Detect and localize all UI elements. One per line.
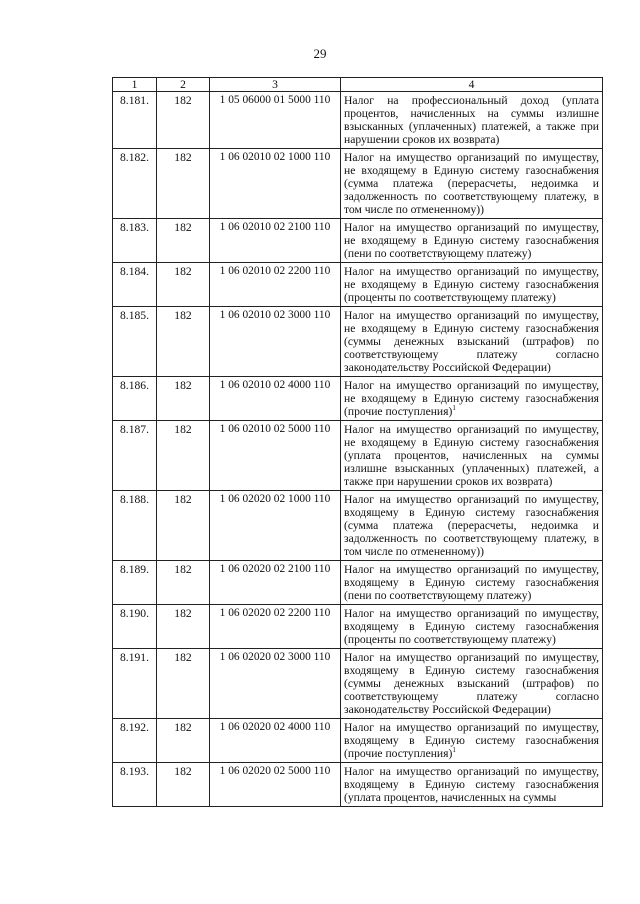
table-row xyxy=(113,763,603,807)
income-description xyxy=(341,719,603,763)
income-description xyxy=(341,491,603,561)
table-row xyxy=(113,719,603,763)
budget-classification-code: 1 06 02020 02 5000 110 xyxy=(210,763,341,807)
row-number: 8.185. xyxy=(113,307,157,377)
admin-code: 182 xyxy=(157,377,210,421)
description-text: Налог на имущество организаций по имуществу, входящему в Единую систему газоснабжения (сумма платежа (перерасчеты, недоимка и задолженность по соответствующему платежу, в том числе по отмененному)) xyxy=(344,493,599,558)
description-text: Налог на имущество организаций по имуществу, входящему в Единую систему газоснабжения (прочие поступления) xyxy=(344,721,599,760)
table-row xyxy=(113,263,603,307)
footnote-marker: 1 xyxy=(452,404,456,413)
budget-classification-code: 1 06 02010 02 2100 110 xyxy=(210,219,341,263)
row-number: 8.183. xyxy=(113,219,157,263)
admin-code: 182 xyxy=(157,491,210,561)
admin-code: 182 xyxy=(157,307,210,377)
admin-code: 182 xyxy=(157,649,210,719)
budget-classification-code: 1 06 02010 02 4000 110 xyxy=(210,377,341,421)
budget-classification-code: 1 06 02010 02 1000 110 xyxy=(210,149,341,219)
description-text: Налог на имущество организаций по имуществу, не входящему в Единую систему газоснабжения (сумма платежа (перерасчеты, недоимка и задолженность по соответствующему платежу, в том числе по отмененному)) xyxy=(344,151,599,216)
table-row xyxy=(113,377,603,421)
description-text: Налог на имущество организаций по имуществу, не входящему в Единую систему газоснабжения (прочие поступления) xyxy=(344,379,599,418)
budget-classification-code: 1 06 02020 02 2200 110 xyxy=(210,605,341,649)
description-text: Налог на имущество организаций по имуществу, входящему в Единую систему газоснабжения (суммы денежных взысканий (штрафов) по соответствующему платежу согласно законодательству Российской Федерации) xyxy=(344,651,599,716)
income-description xyxy=(341,307,603,377)
table-row xyxy=(113,92,603,149)
budget-classification-code: 1 05 06000 01 5000 110 xyxy=(210,92,341,149)
income-description xyxy=(341,605,603,649)
footnote-marker: 1 xyxy=(452,746,456,755)
description-text: Налог на имущество организаций по имуществу, не входящему в Единую систему газоснабжения (пени по соответствующему платежу) xyxy=(344,221,599,260)
income-description xyxy=(341,263,603,307)
description-text: Налог на имущество организаций по имуществу, не входящему в Единую систему газоснабжения (уплата процентов, начисленных на суммы излишне взысканных (уплаченных) платежей, а также при нарушении сроков их возврата) xyxy=(344,423,599,488)
admin-code: 182 xyxy=(157,92,210,149)
description-text: Налог на имущество организаций по имуществу, входящему в Единую систему газоснабжения (проценты по соответствующему платежу) xyxy=(344,607,599,646)
admin-code: 182 xyxy=(157,263,210,307)
income-description xyxy=(341,219,603,263)
row-number: 8.189. xyxy=(113,561,157,605)
row-number: 8.186. xyxy=(113,377,157,421)
admin-code: 182 xyxy=(157,763,210,807)
row-number: 8.191. xyxy=(113,649,157,719)
income-description xyxy=(341,377,603,421)
description-text: Налог на имущество организаций по имуществу, не входящему в Единую систему газоснабжения (проценты по соответствующему платежу) xyxy=(344,265,599,304)
row-number: 8.182. xyxy=(113,149,157,219)
column-header: 4 xyxy=(341,78,603,92)
income-description xyxy=(341,763,603,807)
description-text: Налог на имущество организаций по имуществу, не входящему в Единую систему газоснабжения (суммы денежных взысканий (штрафов) по соответствующему платежу согласно законодательству Российской Федерации) xyxy=(344,309,599,374)
admin-code: 182 xyxy=(157,719,210,763)
budget-classification-code: 1 06 02010 02 3000 110 xyxy=(210,307,341,377)
table-row xyxy=(113,149,603,219)
page-number: 29 xyxy=(313,46,327,61)
row-number: 8.184. xyxy=(113,263,157,307)
admin-code: 182 xyxy=(157,149,210,219)
table-header-row xyxy=(113,78,603,92)
income-description xyxy=(341,561,603,605)
row-number: 8.192. xyxy=(113,719,157,763)
row-number: 8.190. xyxy=(113,605,157,649)
row-number: 8.187. xyxy=(113,421,157,491)
description-text: Налог на имущество организаций по имуществу, входящему в Единую систему газоснабжения (уплата процентов, начисленных на суммы xyxy=(344,765,599,804)
table-row xyxy=(113,219,603,263)
admin-code: 182 xyxy=(157,219,210,263)
income-description xyxy=(341,649,603,719)
admin-code: 182 xyxy=(157,561,210,605)
budget-classification-code: 1 06 02010 02 5000 110 xyxy=(210,421,341,491)
table-row xyxy=(113,307,603,377)
income-description xyxy=(341,92,603,149)
row-number: 8.181. xyxy=(113,92,157,149)
row-number: 8.193. xyxy=(113,763,157,807)
table-row xyxy=(113,605,603,649)
budget-classification-code: 1 06 02010 02 2200 110 xyxy=(210,263,341,307)
budget-classification-code: 1 06 02020 02 3000 110 xyxy=(210,649,341,719)
budget-classification-code: 1 06 02020 02 4000 110 xyxy=(210,719,341,763)
budget-codes-table xyxy=(112,77,603,807)
column-header: 3 xyxy=(210,78,341,92)
table-row xyxy=(113,561,603,605)
income-description xyxy=(341,421,603,491)
budget-classification-code: 1 06 02020 02 1000 110 xyxy=(210,491,341,561)
description-text: Налог на имущество организаций по имуществу, входящему в Единую систему газоснабжения (пени по соответствующему платежу) xyxy=(344,563,599,602)
table-row xyxy=(113,491,603,561)
row-number: 8.188. xyxy=(113,491,157,561)
table-row xyxy=(113,649,603,719)
budget-classification-code: 1 06 02020 02 2100 110 xyxy=(210,561,341,605)
table-row xyxy=(113,421,603,491)
column-header: 2 xyxy=(157,78,210,92)
income-description xyxy=(341,149,603,219)
admin-code: 182 xyxy=(157,421,210,491)
admin-code: 182 xyxy=(157,605,210,649)
column-header: 1 xyxy=(113,78,157,92)
description-text: Налог на профессиональный доход (уплата процентов, начисленных на суммы излишне взысканных (уплаченных) платежей, а также при нарушении сроков их возврата) xyxy=(344,94,599,146)
